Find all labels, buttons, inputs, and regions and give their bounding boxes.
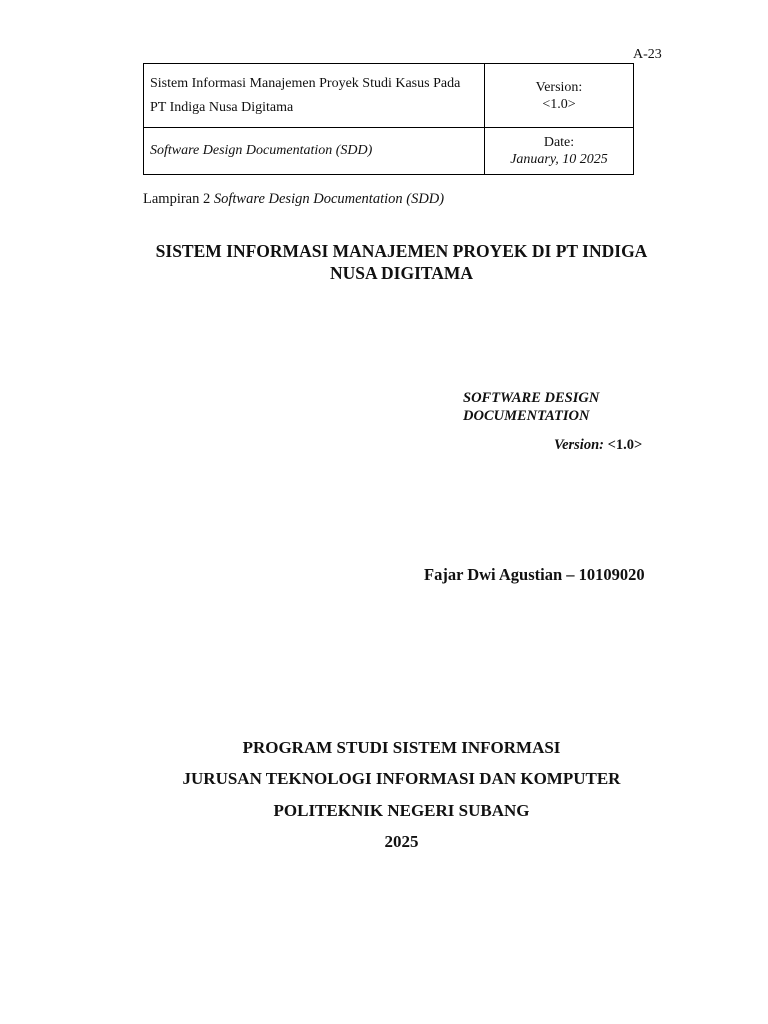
date-value: January, 10 2025	[510, 152, 608, 167]
document-version-label: Version:	[554, 437, 604, 453]
appendix-caption	[143, 191, 444, 208]
document-version-value: <1.0>	[603, 437, 643, 453]
document-type-line-2: DOCUMENTATION	[463, 408, 590, 424]
header-row-project	[144, 64, 634, 128]
version-cell	[485, 64, 634, 128]
date-label: Date:	[543, 135, 575, 150]
document-type	[463, 389, 599, 425]
year: 2025	[384, 831, 419, 851]
document-version	[554, 437, 642, 454]
page-number: A-23	[633, 47, 662, 62]
document-name-cell	[144, 128, 485, 175]
appendix-title: Software Design Documentation (SDD)	[213, 191, 445, 207]
document-name: Software Design Documentation (SDD)	[150, 143, 373, 158]
school-name: POLITEKNIK NEGERI SUBANG	[273, 800, 530, 820]
project-name-cell	[144, 64, 485, 128]
institution-block	[143, 737, 660, 862]
project-name-line-1: Sistem Informasi Manajemen Proyek Studi Kasus Pada	[150, 75, 461, 91]
project-name-line-2: PT Indiga Nusa Digitama	[150, 99, 294, 115]
department: JURUSAN TEKNOLOGI INFORMASI DAN KOMPUTER	[182, 769, 621, 789]
version-label: Version:	[535, 79, 583, 95]
header-row-document	[144, 128, 634, 175]
author-name: Fajar Dwi Agustian – 10109020	[424, 565, 645, 584]
date-cell	[485, 128, 634, 175]
page-title	[143, 240, 660, 284]
study-program: PROGRAM STUDI SISTEM INFORMASI	[242, 738, 561, 757]
appendix-prefix: Lampiran 2	[143, 191, 214, 207]
version-value: <1.0>	[542, 96, 576, 112]
document-type-line-1: SOFTWARE DESIGN	[463, 390, 600, 406]
page-title-line-1: SISTEM INFORMASI MANAJEMEN PROYEK DI PT INDIGA	[155, 241, 648, 261]
page-title-line-2: NUSA DIGITAMA	[329, 263, 474, 283]
document-header-table	[143, 63, 634, 175]
